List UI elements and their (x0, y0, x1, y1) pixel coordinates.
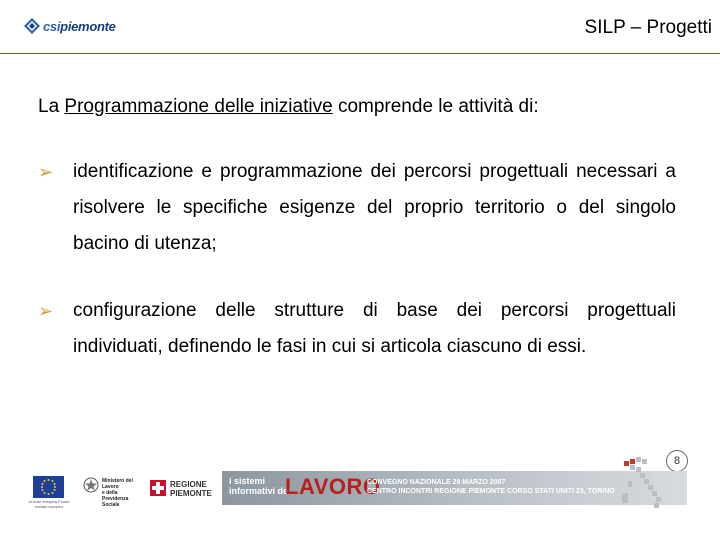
csi-piemonte-logo (24, 18, 116, 34)
bullet-item (38, 154, 676, 262)
ministero-line1: Ministero del Lavoro (102, 478, 133, 490)
banner-title: LAVORO (285, 474, 381, 499)
banner-location: CENTRO INCONTRI REGIONE PIEMONTE CORSO STATI UNITI 23, TORINO (367, 488, 615, 495)
intro-paragraph (38, 96, 539, 118)
italy-map-icon (618, 455, 668, 517)
page-title: SILP – Progetti (584, 17, 712, 38)
eu-flag-logo (33, 476, 64, 498)
intro-after: comprende le attività di: (332, 96, 539, 117)
csi-logo-icon (24, 18, 40, 34)
italian-emblem-icon (82, 476, 100, 496)
arrow-bullet-icon: ➢ (38, 301, 54, 321)
regione-line1: REGIONE (170, 480, 207, 489)
bullet-text: configurazione delle strutture di base dei percorsi progettuali individuati, definendo le fasi in cui si articola ciascuno di essi. (73, 300, 676, 357)
eu-caption: Unione europea Fondo sociale europeo (28, 499, 70, 509)
intro-underlined-term: Programmazione delle iniziative (64, 96, 333, 117)
ministero-logo (82, 476, 137, 506)
eu-stars-icon (33, 476, 64, 498)
header-divider (0, 53, 720, 54)
page-number: 8 (666, 450, 688, 472)
regione-line2: PIEMONTE (170, 489, 212, 498)
banner-line2: informativi del (229, 486, 291, 496)
arrow-bullet-icon: ➢ (38, 162, 54, 182)
bullet-text: identificazione e programmazione dei percorsi progettuali necessari a risolvere le specifiche esigenze del proprio territorio o del singolo bacino di utenza; (73, 161, 676, 254)
logo-text: csipiemonte (43, 18, 116, 34)
bullet-item (38, 293, 676, 365)
intro-before: La (38, 96, 65, 117)
ministero-line2: e della Previdenza Sociale (102, 490, 129, 508)
banner-line1: i sistemi (229, 476, 266, 486)
banner-convegno: CONVEGNO NAZIONALE 29 MARZO 2007 (367, 479, 506, 486)
regione-shield-icon (150, 480, 166, 496)
